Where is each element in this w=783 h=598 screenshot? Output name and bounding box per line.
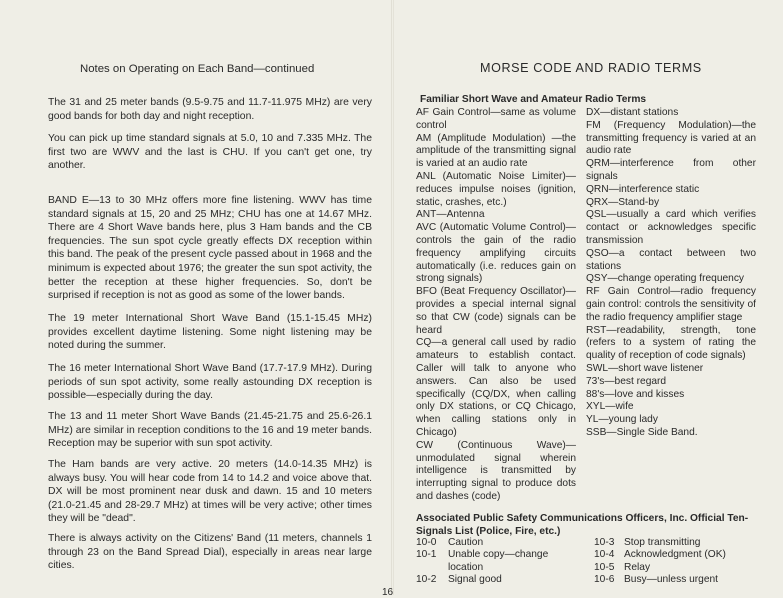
term-entry: ANT—Antenna <box>416 209 485 221</box>
ten-code-row <box>594 574 764 586</box>
ten-code-number: 10-4 <box>594 549 615 561</box>
ten-code-row <box>416 549 588 574</box>
right-page-title: MORSE CODE AND RADIO TERMS <box>480 61 702 75</box>
ten-code-number: 10-2 <box>416 574 437 586</box>
terms-column-1 <box>416 107 576 504</box>
ten-code-meaning: Signal good <box>448 574 502 586</box>
term-entry: QRM—interference from other signals <box>586 158 756 182</box>
ten-code-meaning: Relay <box>624 561 651 573</box>
ten-code-row <box>416 537 588 549</box>
term-entry: FM (Frequency Modulation)—the transmitting frequency is varied at an audio rate <box>586 119 756 157</box>
ten-signals-title: Associated Public Safety Communications Officers, Inc. Official Ten-Signals List (Police, Fire, etc.) <box>416 513 749 537</box>
term-entry: CQ—a general call used by radio amateurs to establish contact. Caller will talk to anyone who answers. Can also be used specifically (CQ/DX, when calling only DX stations, or CQ Chicago, when calling stations only in Chicago) <box>416 337 576 438</box>
ten-code-meaning: Caution <box>448 537 484 548</box>
term-entry: BFO (Beat Frequency Oscillator)—provides a special internal signal so that CW (code) signals can be heard <box>416 286 576 336</box>
ten-code-number: 10-1 <box>416 549 437 561</box>
ten-code-number: 10-3 <box>594 537 615 548</box>
term-entry: QRX—Stand-by <box>586 196 660 208</box>
paragraph-16-meter: The 16 meter International Short Wave Band (17.7-17.9 MHz). During periods of sun spot activity, some really astounding DX reception is possible—especially during the day. <box>48 363 372 402</box>
ten-code-row <box>416 574 588 586</box>
paragraph-ham-bands: The Ham bands are very active. 20 meters (14.0-14.35 MHz) is always busy. You will hear code from 14 to 14.2 and voice above that. DX will be most prominent near dusk and dawn. 15 and 10 meters (21.0-21.45 and 28-29.7 MHz) at times will be very active; other times they will be "dead". <box>48 459 372 525</box>
term-entry: DX—distant stations <box>586 107 679 118</box>
paragraph-time-signals: You can pick up time standard signals at 5.0, 10 and 7.335 MHz. The first two are WWV and the last is CHU. If you can't get one, try another. <box>48 133 372 172</box>
term-entry: 73's—best regard <box>586 375 667 387</box>
ten-code-row <box>594 537 764 549</box>
paragraph-13-11-meter: The 13 and 11 meter Short Wave Bands (21.45-21.75 and 25.6-26.1 MHz) are similar in reception conditions to the 16 and 19 meter bands. Reception may be superior with sun spot activity. <box>48 411 372 450</box>
term-entry: AVC (Automatic Volume Control)—controls the gain of the radio frequency amplifying circuits automatically (i.e. reduces gain on strong signals) <box>416 222 576 285</box>
ten-code-row <box>594 549 764 561</box>
paragraph-31-25-meter: The 31 and 25 meter bands (9.5-9.75 and 11.7-11.975 MHz) are very good bands for both day and night reception. <box>48 97 372 122</box>
ten-codes-left <box>416 537 588 587</box>
term-entry: RST—readability, strength, tone (refers to a system of rating the quality of reception of code signals) <box>586 324 756 362</box>
ten-code-number: 10-0 <box>416 537 437 548</box>
term-entry: 88's—love and kisses <box>586 388 685 400</box>
paragraph-citizens-band: There is always activity on the Citizens' Band (11 meters, channels 1 through 23 on the Band Spread Dial), especially in areas near large cities. <box>48 533 372 572</box>
left-page-title: Notes on Operating on Each Band—continued <box>80 63 315 75</box>
term-entry: ANL (Automatic Noise Limiter)—reduces impulse noises (ignition, static, crashes, etc.) <box>416 170 576 208</box>
ten-code-meaning: Unable copy—change location <box>448 549 549 573</box>
ten-code-meaning: Stop transmitting <box>624 537 701 548</box>
term-entry: QSO—a contact between two stations <box>586 247 756 272</box>
term-entry: RF Gain Control—radio frequency gain control: controls the sensitivity of the radio frequency amplifier stage <box>586 286 756 323</box>
page-fold <box>391 0 394 595</box>
ten-code-number: 10-5 <box>594 561 615 573</box>
page-number: 16 <box>382 587 394 598</box>
term-entry: QSY—change operating frequency <box>586 273 745 285</box>
term-entry: YL—young lady <box>586 414 658 426</box>
ten-code-meaning: Busy—unless urgent <box>624 574 719 586</box>
terms-column-2 <box>586 107 756 440</box>
ten-code-meaning: Acknowledgment (OK) <box>624 549 726 561</box>
term-entry: CW (Continuous Wave)—unmodulated signal wherein intelligence is transmitted by interrupting signal to produce dots and dashes (code) <box>416 439 576 502</box>
term-entry: QRN—interference static <box>586 183 700 195</box>
paragraph-19-meter: The 19 meter International Short Wave Band (15.1-15.45 MHz) provides excellent daytime listening. Some night listening may be noted during the summer. <box>48 313 372 352</box>
paragraph-band-e: BAND E—13 to 30 MHz offers more fine listening. WWV has time standard signals at 15, 20 and 25 MHz; CHU has one at 14.67 MHz. There are 4 Short Wave bands here, plus 3 Ham bands and the CB frequencies. The sun spot cycle greatly effects DX reception within this band. The peak of the present cycle passed about in 1968 and the minimum is expected about 1976; the greater the sun spot activity, the better the reception at these higher frequencies. So, don't be surprised if reception is not as good as some of the lower bands. <box>48 195 372 302</box>
term-entry: AF Gain Control—same as volume control <box>416 107 576 131</box>
ten-code-number: 10-6 <box>594 574 615 586</box>
term-entry: QSL—usually a card which verifies contact or acknowledges specific transmission <box>586 209 756 246</box>
term-entry: SWL—short wave listener <box>586 362 704 374</box>
term-entry: SSB—Single Side Band. <box>586 426 698 438</box>
term-entry: XYL—wife <box>586 401 634 413</box>
terms-subtitle: Familiar Short Wave and Amateur Radio Terms <box>420 94 647 105</box>
term-entry: AM (Amplitude Modulation) —the amplitude of the transmitting signal is varied at an audio rate <box>416 132 576 170</box>
ten-code-row <box>594 562 764 574</box>
ten-codes-right <box>594 537 764 587</box>
